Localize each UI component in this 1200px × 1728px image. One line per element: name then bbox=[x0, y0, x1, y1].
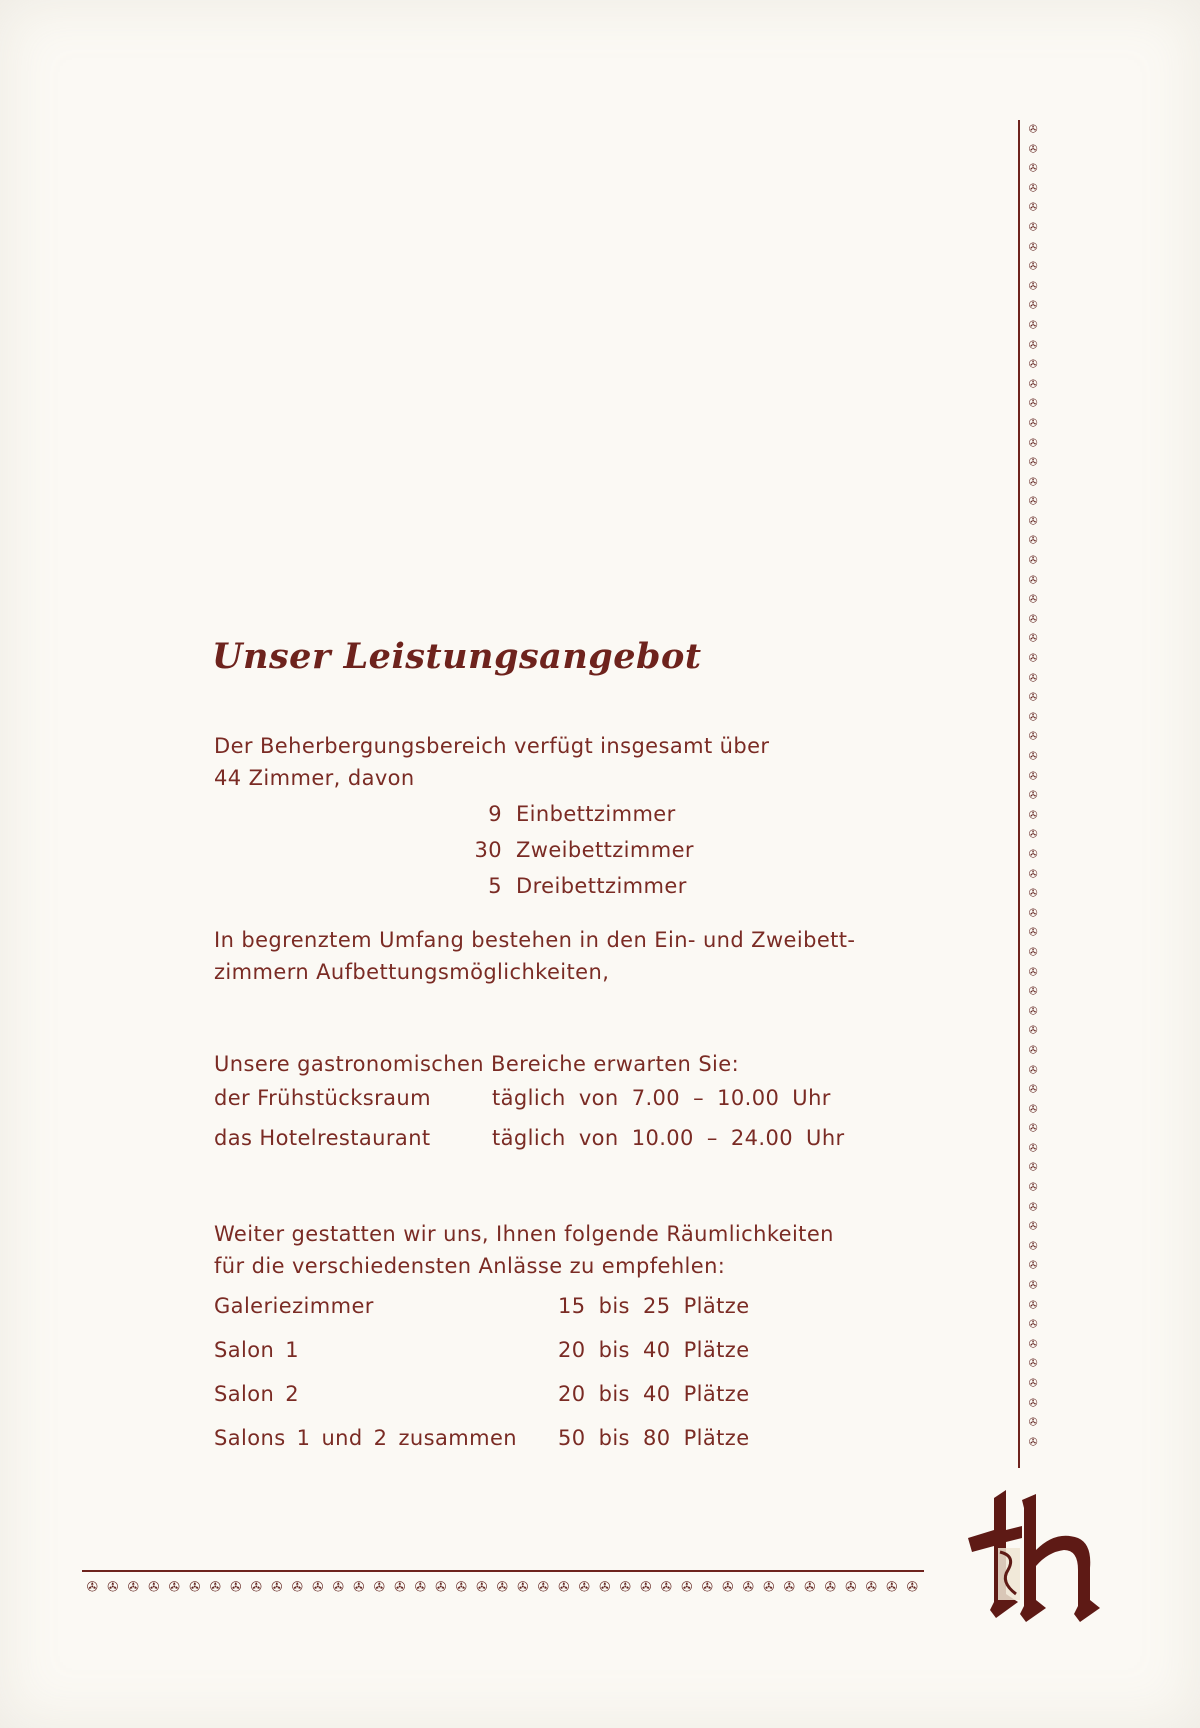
accommodation-intro-line1: Der Beherbergungsbereich verfügt insgesamt über bbox=[214, 734, 770, 758]
ornament-icon: ✇ bbox=[312, 1575, 324, 1597]
ornament-icon: ✇ bbox=[640, 1575, 652, 1597]
ornament-icon: ✇ bbox=[1028, 493, 1038, 510]
ornament-icon: ✇ bbox=[127, 1575, 139, 1597]
ornament-icon: ✇ bbox=[1028, 258, 1038, 275]
ornament-icon: ✇ bbox=[1028, 1375, 1038, 1391]
venue-row bbox=[214, 1426, 750, 1470]
ornament-icon: ✇ bbox=[1028, 1394, 1038, 1411]
ornament-icon: ✇ bbox=[1028, 316, 1038, 333]
ornament-icon: ✇ bbox=[701, 1575, 713, 1597]
ornament-icon: ✇ bbox=[1028, 748, 1038, 764]
ornament-icon: ✇ bbox=[1028, 1218, 1038, 1235]
ornament-icon: ✇ bbox=[660, 1575, 672, 1597]
ornament-icon: ✇ bbox=[619, 1575, 631, 1597]
ornament-icon: ✇ bbox=[1028, 1433, 1038, 1450]
ornament-icon: ✇ bbox=[824, 1575, 836, 1597]
ornament-icon: ✇ bbox=[578, 1575, 590, 1597]
venue-row bbox=[214, 1382, 750, 1426]
ornament-icon: ✇ bbox=[455, 1575, 467, 1597]
ornament-icon: ✇ bbox=[1028, 924, 1038, 941]
ornament-icon: ✇ bbox=[1028, 1081, 1038, 1098]
ornament-icon: ✇ bbox=[1028, 1120, 1038, 1137]
venue-name: Salon 2 bbox=[214, 1382, 300, 1406]
venue-capacity: 20 bis 40 Plätze bbox=[558, 1382, 750, 1406]
ornament-icon: ✇ bbox=[865, 1575, 877, 1597]
ornament-icon: ✇ bbox=[230, 1575, 242, 1597]
ornament-icon: ✇ bbox=[1028, 297, 1038, 314]
ornament-icon: ✇ bbox=[1028, 591, 1038, 608]
ornament-icon: ✇ bbox=[1028, 395, 1038, 412]
ornament-icon: ✇ bbox=[1028, 238, 1038, 255]
ornament-icon: ✇ bbox=[353, 1575, 365, 1597]
room-item bbox=[460, 838, 694, 874]
ornament-icon: ✇ bbox=[537, 1575, 549, 1597]
venue-row bbox=[214, 1338, 750, 1382]
accommodation-note-line2: zimmern Aufbettungsmöglichkeiten, bbox=[214, 960, 610, 984]
ornament-icon: ✇ bbox=[1028, 1139, 1038, 1156]
opening-hours-row bbox=[214, 1126, 845, 1166]
ornament-icon: ✇ bbox=[1028, 356, 1038, 373]
ornament-icon: ✇ bbox=[1028, 199, 1038, 216]
ornament-icon: ✇ bbox=[1028, 630, 1038, 647]
room-type: Dreibettzimmer bbox=[516, 874, 687, 898]
venue-name: Salon 1 bbox=[214, 1338, 300, 1362]
ornament-icon: ✇ bbox=[291, 1575, 303, 1597]
ornament-icon: ✇ bbox=[886, 1575, 898, 1597]
venue-place: der Frühstücksraum bbox=[214, 1086, 431, 1110]
ornament-icon: ✇ bbox=[271, 1575, 283, 1597]
ornament-icon: ✇ bbox=[845, 1575, 857, 1597]
opening-time: täglich von 7.00 – 10.00 Uhr bbox=[492, 1086, 831, 1110]
ornament-icon: ✇ bbox=[1028, 1159, 1038, 1176]
ornament-icon: ✇ bbox=[1028, 943, 1038, 960]
ornament-icon: ✇ bbox=[1028, 434, 1038, 451]
ornament-icon: ✇ bbox=[1028, 767, 1038, 784]
ornament-icon: ✇ bbox=[1028, 1257, 1038, 1274]
ornament-icon: ✇ bbox=[1028, 826, 1038, 843]
page-title: Unser Leistungsangebot bbox=[212, 636, 702, 677]
ornament-icon: ✇ bbox=[599, 1575, 611, 1597]
ornament-icon: ✇ bbox=[1028, 983, 1038, 1000]
room-count: 5 bbox=[488, 874, 502, 898]
room-item bbox=[460, 802, 694, 838]
venue-name: Galeriezimmer bbox=[214, 1294, 374, 1318]
ornament-icon: ✇ bbox=[1028, 454, 1038, 471]
ornament-icon: ✇ bbox=[681, 1575, 693, 1597]
ornament-icon: ✇ bbox=[1028, 1355, 1038, 1372]
gastronomy-intro: Unsere gastronomischen Bereiche erwarten Sie: bbox=[214, 1052, 740, 1076]
accommodation-intro bbox=[214, 730, 769, 794]
ornament-icon: ✇ bbox=[394, 1575, 406, 1597]
accommodation-intro-line2: 44 Zimmer, davon bbox=[214, 766, 415, 790]
ornament-icon: ✇ bbox=[414, 1575, 426, 1597]
ornament-icon: ✇ bbox=[1028, 277, 1038, 294]
ornament-icon: ✇ bbox=[906, 1575, 918, 1597]
ornament-icon: ✇ bbox=[1028, 1335, 1038, 1352]
ornament-icon: ✇ bbox=[763, 1575, 775, 1597]
ornament-icon: ✇ bbox=[1028, 336, 1038, 353]
ornament-icon: ✇ bbox=[1028, 140, 1038, 157]
ornament-icon: ✇ bbox=[1028, 963, 1038, 980]
ornament-icon: ✇ bbox=[804, 1575, 816, 1597]
accommodation-note-line1: In begrenztem Umfang bestehen in den Ein- und Zweibett- bbox=[214, 928, 856, 952]
ornament-icon: ✇ bbox=[1028, 121, 1038, 137]
opening-hours-list bbox=[214, 1086, 845, 1166]
ornament-icon: ✇ bbox=[1028, 610, 1038, 627]
room-type: Zweibettzimmer bbox=[516, 838, 694, 862]
venue-capacity: 20 bis 40 Plätze bbox=[558, 1338, 750, 1362]
ornament-icon: ✇ bbox=[1028, 787, 1038, 804]
ornament-icon: ✇ bbox=[332, 1575, 344, 1597]
ornament-icon: ✇ bbox=[1028, 1041, 1038, 1058]
venues-intro-line2: für die verschiedensten Anlässe zu empfehlen: bbox=[214, 1254, 726, 1278]
ornament-icon: ✇ bbox=[496, 1575, 508, 1597]
opening-hours-row bbox=[214, 1086, 845, 1126]
ornament-icon: ✇ bbox=[107, 1575, 119, 1597]
ornament-icon: ✇ bbox=[1028, 1198, 1038, 1215]
ornament-icon: ✇ bbox=[517, 1575, 529, 1597]
ornament-icon: ✇ bbox=[1028, 414, 1038, 431]
ornament-icon: ✇ bbox=[558, 1575, 570, 1597]
ornament-icon: ✇ bbox=[1028, 552, 1038, 569]
ornament-icon: ✇ bbox=[1028, 160, 1038, 177]
venue-capacity-list bbox=[214, 1294, 750, 1470]
ornament-icon: ✇ bbox=[148, 1575, 160, 1597]
horizontal-ornament-border bbox=[82, 1570, 924, 1600]
vertical-ornament-border bbox=[1018, 120, 1046, 1468]
accommodation-note bbox=[214, 924, 855, 988]
ornament-icon: ✇ bbox=[1028, 1296, 1038, 1313]
ornament-icon: ✇ bbox=[1028, 1237, 1038, 1254]
ornament-icon: ✇ bbox=[1028, 1100, 1038, 1117]
venue-name: Salons 1 und 2 zusammen bbox=[214, 1426, 517, 1450]
ornament-icon: ✇ bbox=[1028, 375, 1038, 392]
venues-intro-line1: Weiter gestatten wir uns, Ihnen folgende Räumlichkeiten bbox=[214, 1222, 834, 1246]
ornament-icon: ✇ bbox=[1028, 218, 1038, 235]
ornament-icon: ✇ bbox=[783, 1575, 795, 1597]
ornament-icon: ✇ bbox=[1028, 571, 1038, 588]
ornament-icon: ✇ bbox=[1028, 708, 1038, 725]
room-count: 30 bbox=[474, 838, 502, 862]
ornament-icon: ✇ bbox=[1028, 1414, 1038, 1431]
ornament-icon: ✇ bbox=[189, 1575, 201, 1597]
ornament-icon: ✇ bbox=[1028, 904, 1038, 921]
ornament-icon: ✇ bbox=[1028, 532, 1038, 549]
ornament-icon: ✇ bbox=[1028, 885, 1038, 902]
ornament-icon: ✇ bbox=[1028, 179, 1038, 196]
ornament-icon: ✇ bbox=[1028, 512, 1038, 529]
ornament-icon: ✇ bbox=[1028, 669, 1038, 686]
ornament-icon: ✇ bbox=[1028, 1179, 1038, 1196]
ornament-icon: ✇ bbox=[1028, 473, 1038, 490]
ornament-icon: ✇ bbox=[250, 1575, 262, 1597]
ornament-icon: ✇ bbox=[1028, 1061, 1038, 1078]
ornament-icon: ✇ bbox=[373, 1575, 385, 1597]
hotel-monogram-logo bbox=[960, 1490, 1104, 1624]
venue-row bbox=[214, 1294, 750, 1338]
ornament-icon: ✇ bbox=[1028, 1022, 1038, 1039]
venue-capacity: 50 bis 80 Plätze bbox=[558, 1426, 750, 1450]
room-list bbox=[460, 802, 694, 910]
ornament-icon: ✇ bbox=[476, 1575, 488, 1597]
ornament-icon: ✇ bbox=[209, 1575, 221, 1597]
ornament-icon: ✇ bbox=[722, 1575, 734, 1597]
room-item bbox=[460, 874, 694, 910]
room-count: 9 bbox=[488, 802, 502, 826]
ornament-icon: ✇ bbox=[168, 1575, 180, 1597]
ornament-icon: ✇ bbox=[1028, 806, 1038, 823]
room-type: Einbettzimmer bbox=[516, 802, 676, 826]
opening-time: täglich von 10.00 – 24.00 Uhr bbox=[492, 1126, 845, 1150]
ornament-icon: ✇ bbox=[1028, 689, 1038, 706]
ornament-icon: ✇ bbox=[86, 1575, 98, 1597]
ornament-icon: ✇ bbox=[742, 1575, 754, 1597]
venue-capacity: 15 bis 25 Plätze bbox=[558, 1294, 750, 1318]
ornament-icon: ✇ bbox=[1028, 1277, 1038, 1294]
ornament-icon: ✇ bbox=[435, 1575, 447, 1597]
ornament-icon: ✇ bbox=[1028, 865, 1038, 882]
venue-place: das Hotelrestaurant bbox=[214, 1126, 431, 1150]
ornament-icon: ✇ bbox=[1028, 728, 1038, 745]
ornament-icon: ✇ bbox=[1028, 1002, 1038, 1019]
ornament-icon: ✇ bbox=[1028, 1316, 1038, 1333]
ornament-icon: ✇ bbox=[1028, 650, 1038, 667]
ornament-icon: ✇ bbox=[1028, 845, 1038, 862]
venues-intro bbox=[214, 1218, 834, 1282]
